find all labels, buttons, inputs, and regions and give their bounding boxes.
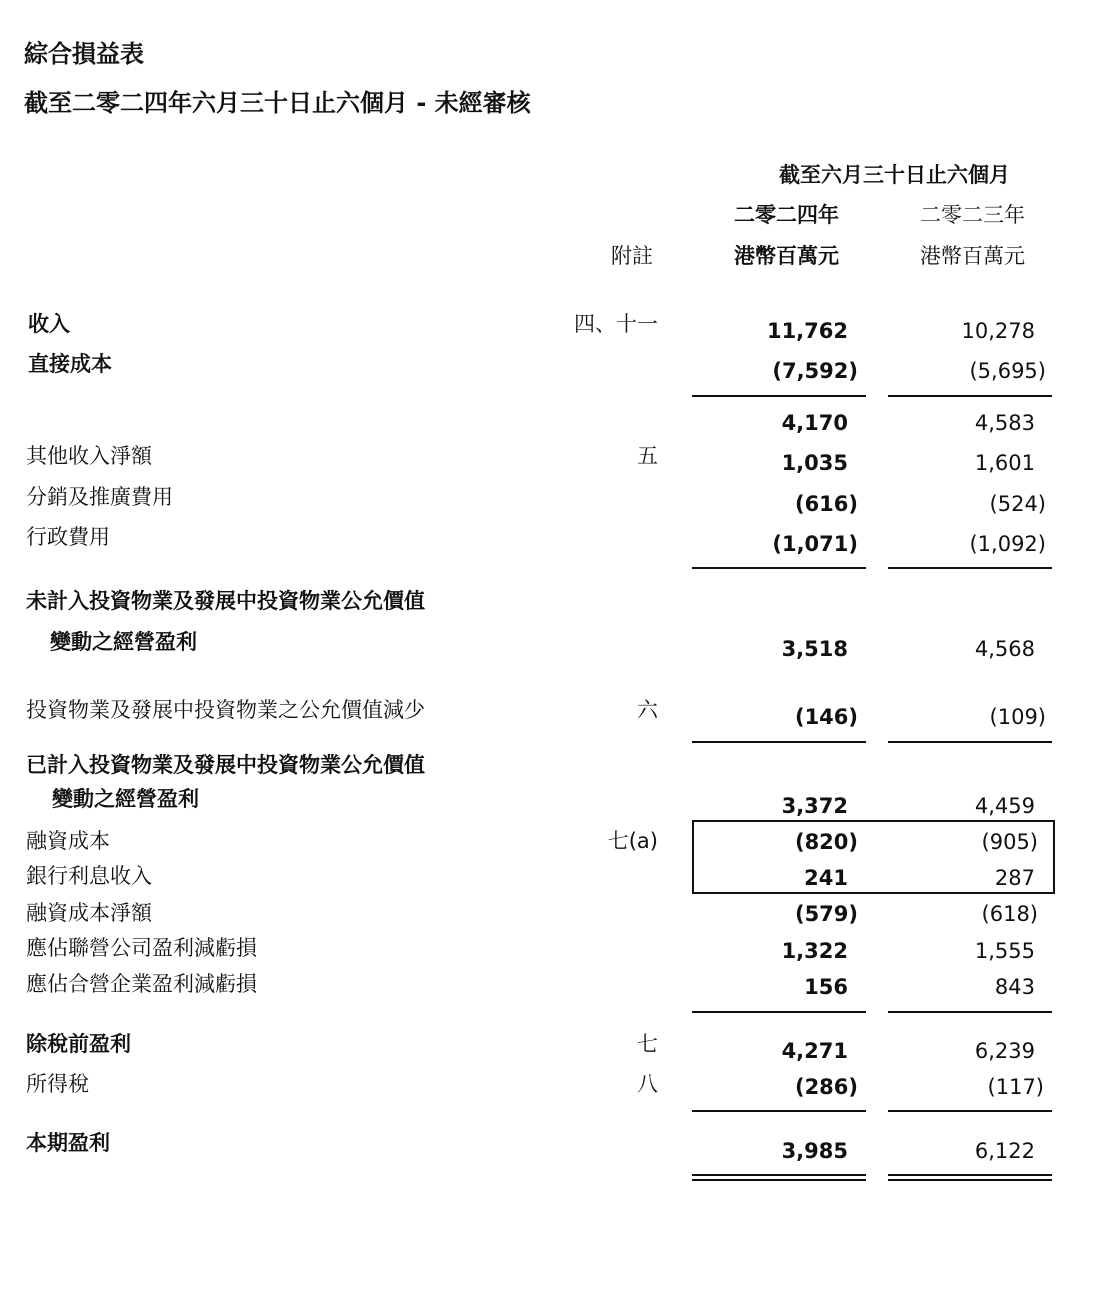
row-value-2023-admin-expenses: (1,092) bbox=[969, 532, 1046, 556]
row-label-finance-costs: 融資成本 bbox=[26, 829, 110, 853]
subtotal-rule-2023 bbox=[888, 1110, 1052, 1112]
row-note-finance-costs: 七(a) bbox=[607, 829, 658, 853]
row-value-2024-finance-costs: (820) bbox=[794, 830, 858, 854]
row-note-fv-decrease: 六 bbox=[637, 698, 658, 722]
row-value-2023-direct-costs: (5,695) bbox=[969, 359, 1046, 383]
row-label-op-profit-before-fv-cont: 變動之經營盈利 bbox=[50, 630, 197, 654]
note-header: 附註 bbox=[611, 244, 653, 268]
row-label-revenue: 收入 bbox=[28, 312, 70, 336]
row-note-other-income: 五 bbox=[637, 444, 658, 468]
row-value-2024-bank-interest: 241 bbox=[804, 866, 848, 890]
row-value-2024-share-joint-ventures: 156 bbox=[804, 975, 848, 999]
subtotal-rule-2023 bbox=[888, 395, 1052, 397]
row-value-2024-profit-for-period: 3,985 bbox=[781, 1139, 848, 1163]
subtotal-rule-2024 bbox=[692, 1110, 866, 1112]
row-value-2023-gross-profit: 4,583 bbox=[974, 411, 1035, 435]
row-label-selling-expenses: 分銷及推廣費用 bbox=[26, 485, 173, 509]
row-value-2023-other-income: 1,601 bbox=[974, 451, 1035, 475]
row-label-op-profit-before-fv: 未計入投資物業及發展中投資物業公允價值 bbox=[26, 589, 425, 613]
row-label-direct-costs: 直接成本 bbox=[28, 352, 112, 376]
row-label-admin-expenses: 行政費用 bbox=[26, 525, 110, 549]
row-value-2024-profit-before-tax: 4,271 bbox=[781, 1039, 848, 1063]
row-note-income-tax: 八 bbox=[637, 1072, 658, 1096]
row-label-share-joint-ventures: 應佔合營企業盈利減虧損 bbox=[26, 972, 257, 996]
row-value-2024-share-associates: 1,322 bbox=[781, 939, 848, 963]
page-subtitle: 截至二零二四年六月三十日止六個月 - 未經審核 bbox=[24, 89, 531, 117]
total-double-rule-2024 bbox=[692, 1174, 866, 1181]
row-value-2024-gross-profit: 4,170 bbox=[781, 411, 848, 435]
subtotal-rule-2023 bbox=[888, 1011, 1052, 1013]
subtotal-rule-2023 bbox=[888, 741, 1052, 743]
subtotal-rule-2024 bbox=[692, 567, 866, 569]
subtotal-rule-2024 bbox=[692, 741, 866, 743]
row-value-2024-selling-expenses: (616) bbox=[794, 492, 858, 516]
row-value-2024-revenue: 11,762 bbox=[766, 319, 848, 343]
row-value-2023-finance-costs: (905) bbox=[981, 830, 1038, 854]
row-label-income-tax: 所得稅 bbox=[26, 1072, 89, 1096]
row-value-2024-other-income: 1,035 bbox=[781, 451, 848, 475]
row-label-net-finance-costs: 融資成本淨額 bbox=[26, 901, 152, 925]
row-note-revenue: 四、十一 bbox=[574, 312, 658, 336]
row-label-fv-decrease: 投資物業及發展中投資物業之公允價值減少 bbox=[26, 698, 425, 722]
period-header: 截至六月三十日止六個月 bbox=[779, 163, 1010, 187]
row-value-2024-fv-decrease: (146) bbox=[794, 705, 858, 729]
subtotal-rule-2023 bbox=[888, 567, 1052, 569]
row-note-profit-before-tax: 七 bbox=[637, 1032, 658, 1056]
row-value-2024-op-profit-before-fv: 3,518 bbox=[781, 637, 848, 661]
row-value-2024-income-tax: (286) bbox=[794, 1075, 858, 1099]
total-double-rule-2023 bbox=[888, 1174, 1052, 1181]
row-value-2023-share-joint-ventures: 843 bbox=[994, 975, 1035, 999]
row-label-bank-interest: 銀行利息收入 bbox=[26, 864, 152, 888]
row-value-2023-bank-interest: 287 bbox=[994, 866, 1035, 890]
row-value-2023-selling-expenses: (524) bbox=[989, 492, 1046, 516]
row-value-2023-revenue: 10,278 bbox=[961, 319, 1035, 343]
row-value-2023-income-tax: (117) bbox=[987, 1075, 1044, 1099]
page-title: 綜合損益表 bbox=[24, 40, 144, 68]
row-value-2023-op-profit-after-fv: 4,459 bbox=[974, 794, 1035, 818]
year-2023-header: 二零二三年 bbox=[920, 203, 1025, 227]
row-value-2023-fv-decrease: (109) bbox=[989, 705, 1046, 729]
row-label-other-income: 其他收入淨額 bbox=[26, 444, 152, 468]
row-value-2023-profit-before-tax: 6,239 bbox=[974, 1039, 1035, 1063]
row-label-op-profit-after-fv: 已計入投資物業及發展中投資物業公允價值 bbox=[26, 753, 425, 777]
unit-2024-header: 港幣百萬元 bbox=[734, 244, 839, 268]
row-value-2024-admin-expenses: (1,071) bbox=[772, 532, 858, 556]
row-value-2023-net-finance-costs: (618) bbox=[981, 902, 1038, 926]
row-value-2024-direct-costs: (7,592) bbox=[772, 359, 858, 383]
row-label-profit-for-period: 本期盈利 bbox=[26, 1131, 110, 1155]
subtotal-rule-2024 bbox=[692, 395, 866, 397]
row-value-2023-profit-for-period: 6,122 bbox=[974, 1139, 1035, 1163]
year-2024-header: 二零二四年 bbox=[734, 203, 839, 227]
row-value-2023-share-associates: 1,555 bbox=[974, 939, 1035, 963]
row-value-2024-net-finance-costs: (579) bbox=[794, 902, 858, 926]
subtotal-rule-2024 bbox=[692, 1011, 866, 1013]
row-value-2024-op-profit-after-fv: 3,372 bbox=[781, 794, 848, 818]
unit-2023-header: 港幣百萬元 bbox=[920, 244, 1025, 268]
row-label-profit-before-tax: 除稅前盈利 bbox=[26, 1032, 131, 1056]
row-value-2023-op-profit-before-fv: 4,568 bbox=[974, 637, 1035, 661]
row-label-share-associates: 應佔聯營公司盈利減虧損 bbox=[26, 936, 257, 960]
row-label-op-profit-after-fv-cont: 變動之經營盈利 bbox=[52, 787, 199, 811]
